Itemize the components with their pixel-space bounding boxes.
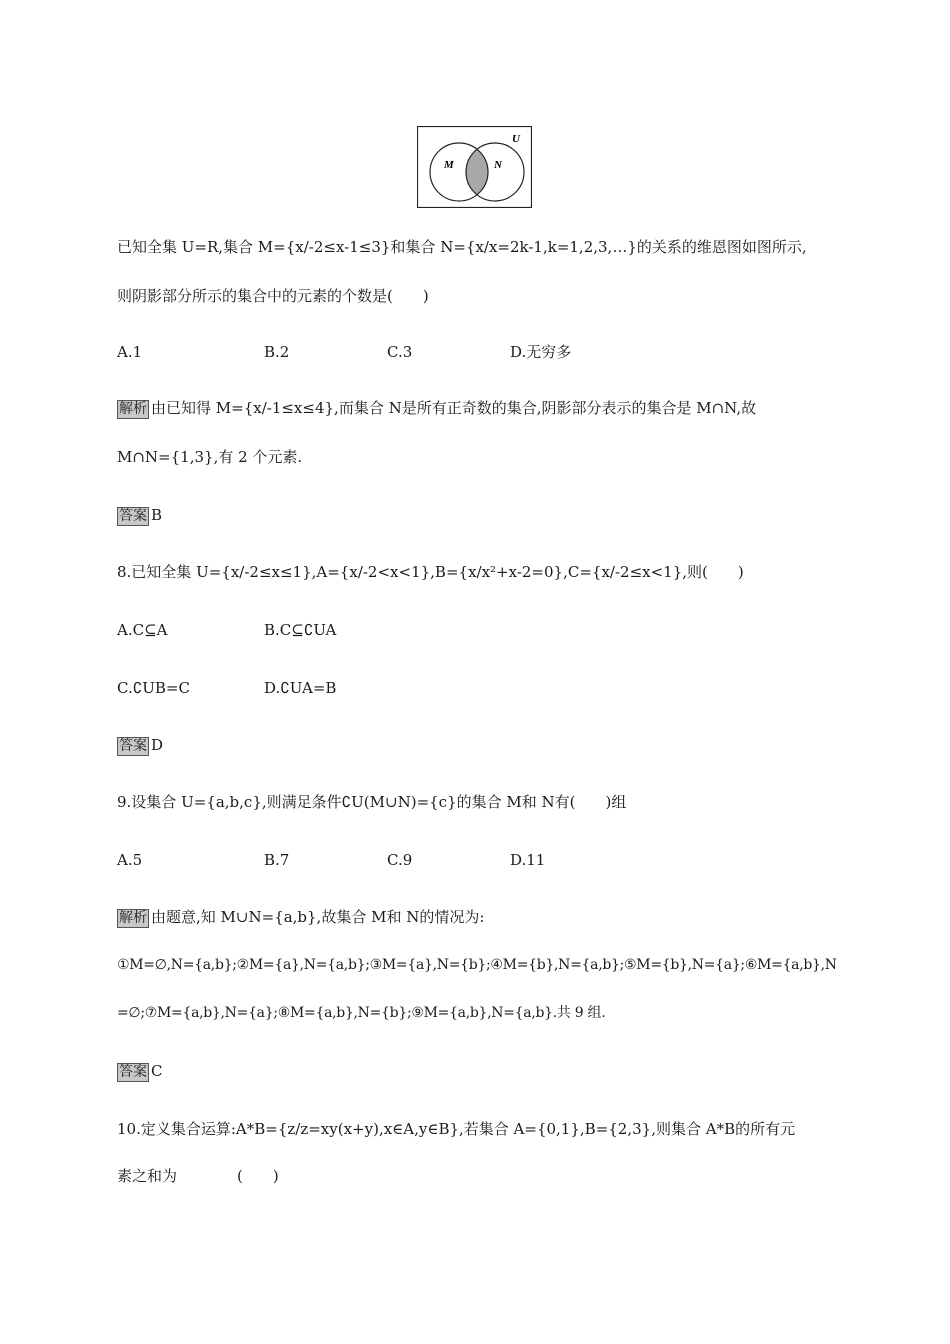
answer-tag: 答案 (119, 508, 147, 524)
q7-analysis-line2: M∩N={1,3},有 2 个元素. (117, 448, 303, 466)
q9-option-b: B.7 (264, 851, 290, 869)
q9-stem: 9.设集合 U={a,b,c},则满足条件∁U(M∪N)={c}的集合 M和 N有( )组 (117, 793, 627, 811)
analysis-tag: 解析 (119, 401, 147, 417)
q8-option-d: D.∁UA=B (264, 679, 337, 697)
q7-answer-value: B (151, 506, 163, 524)
q7-option-a: A.1 (117, 343, 143, 361)
q8-answer-value: D (151, 736, 164, 754)
q9-option-d: D.11 (510, 851, 546, 869)
q8-option-c: C.∁UB=C (117, 679, 190, 697)
q9-analysis-line1 (117, 907, 484, 928)
q8-answer (117, 735, 163, 756)
q7-analysis-text1: 由已知得 M={x/-1≤x≤4},而集合 N是所有正奇数的集合,阴影部分表示的集合是 M∩N,故 (151, 399, 757, 417)
venn-diagram (417, 126, 532, 208)
q7-option-b: B.2 (264, 343, 290, 361)
q9-option-a: A.5 (117, 851, 143, 869)
q10-stem-line1: 10.定义集合运算:A*B={z/z=xy(x+y),x∈A,y∈B},若集合 A={0,1},B={2,3},则集合 A*B的所有元 (117, 1120, 796, 1138)
q10-stem-line2: 素之和为 ( ) (117, 1167, 279, 1185)
label-u: U (512, 133, 520, 145)
answer-tag: 答案 (119, 1064, 147, 1080)
q7-option-d: D.无穷多 (510, 343, 572, 361)
label-m: M (444, 159, 454, 171)
q7-answer (117, 505, 162, 526)
q8-stem: 8.已知全集 U={x/-2≤x≤1},A={x/-2<x<1},B={x/x²+x-2=0},C={x/-2≤x<1},则( ) (117, 563, 744, 581)
q8-option-b: B.C⊆∁UA (264, 621, 337, 639)
q9-option-c: C.9 (387, 851, 413, 869)
q7-analysis-line1 (117, 398, 756, 419)
q7-stem-line2: 则阴影部分所示的集合中的元素的个数是( ) (117, 287, 429, 305)
q7-option-c: C.3 (387, 343, 413, 361)
q9-analysis-text1: 由题意,知 M∪N={a,b},故集合 M和 N的情况为: (151, 908, 485, 926)
q7-stem-line1: 已知全集 U=R,集合 M={x/-2≤x-1≤3}和集合 N={x/x=2k-1,k=1,2,3,…}的关系的维恩图如图所示, (117, 238, 807, 256)
q9-analysis-line3: =∅;⑦M={a,b},N={a};⑧M={a,b},N={b};⑨M={a,b},N={a,b}.共 9 组. (117, 1005, 606, 1021)
label-n: N (494, 159, 502, 171)
answer-tag: 答案 (119, 738, 147, 754)
analysis-tag: 解析 (119, 910, 147, 926)
q9-analysis-line2: ①M=∅,N={a,b};②M={a},N={a,b};③M={a},N={b};④M={b},N={a,b};⑤M={b},N={a};⑥M={a,b},N (117, 957, 837, 973)
q8-option-a: A.C⊆A (117, 621, 168, 639)
q9-answer (117, 1061, 162, 1082)
q9-answer-value: C (151, 1062, 163, 1080)
